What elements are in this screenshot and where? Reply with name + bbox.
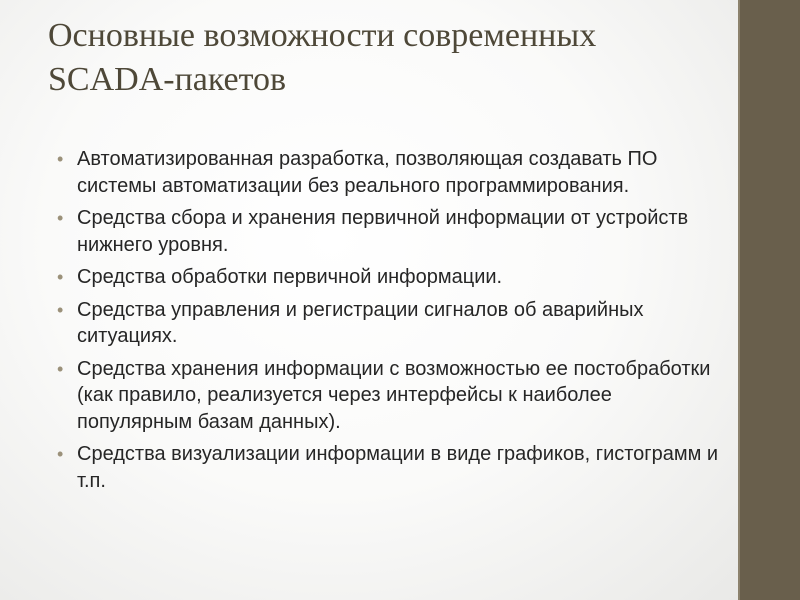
bullet-item — [55, 297, 725, 350]
bullet-dot-icon: • — [57, 444, 64, 464]
bullet-text: Средства хранения информации с возможностью ее постобработки (как правило, реализуется через интерфейсы к наиболее популярным базам данных). — [77, 357, 711, 433]
bullet-list — [55, 146, 725, 500]
slide-title — [48, 14, 718, 102]
bullet-text: Средства сбора и хранения первичной информации от устройств нижнего уровня. — [77, 207, 689, 256]
bullet-item — [55, 146, 725, 199]
bullet-item — [55, 441, 725, 494]
slide-title-line-1: Основные возможности современных — [48, 17, 597, 54]
bullet-dot-icon: • — [57, 149, 64, 169]
bullet-item — [55, 264, 725, 291]
bullet-item — [55, 205, 725, 258]
bullet-text: Средства управления и регистрации сигналов об аварийных ситуациях. — [77, 298, 644, 347]
side-bar-edge-line — [738, 0, 740, 600]
slide-title-line-2: SCADA-пакетов — [48, 61, 287, 98]
bullet-text: Средства визуализации информации в виде графиков, гистограмм и т.п. — [77, 443, 719, 492]
bullet-dot-icon: • — [57, 358, 64, 379]
decorative-side-bar — [738, 0, 800, 600]
bullet-text: Автоматизированная разработка, позволяющая создавать ПО системы автоматизации без реального программирования. — [77, 148, 658, 197]
bullet-text: Средства обработки первичной информации. — [77, 266, 503, 288]
bullet-item — [55, 356, 725, 436]
bullet-dot-icon: • — [57, 208, 64, 228]
bullet-dot-icon: • — [57, 267, 64, 287]
bullet-dot-icon: • — [57, 299, 64, 320]
